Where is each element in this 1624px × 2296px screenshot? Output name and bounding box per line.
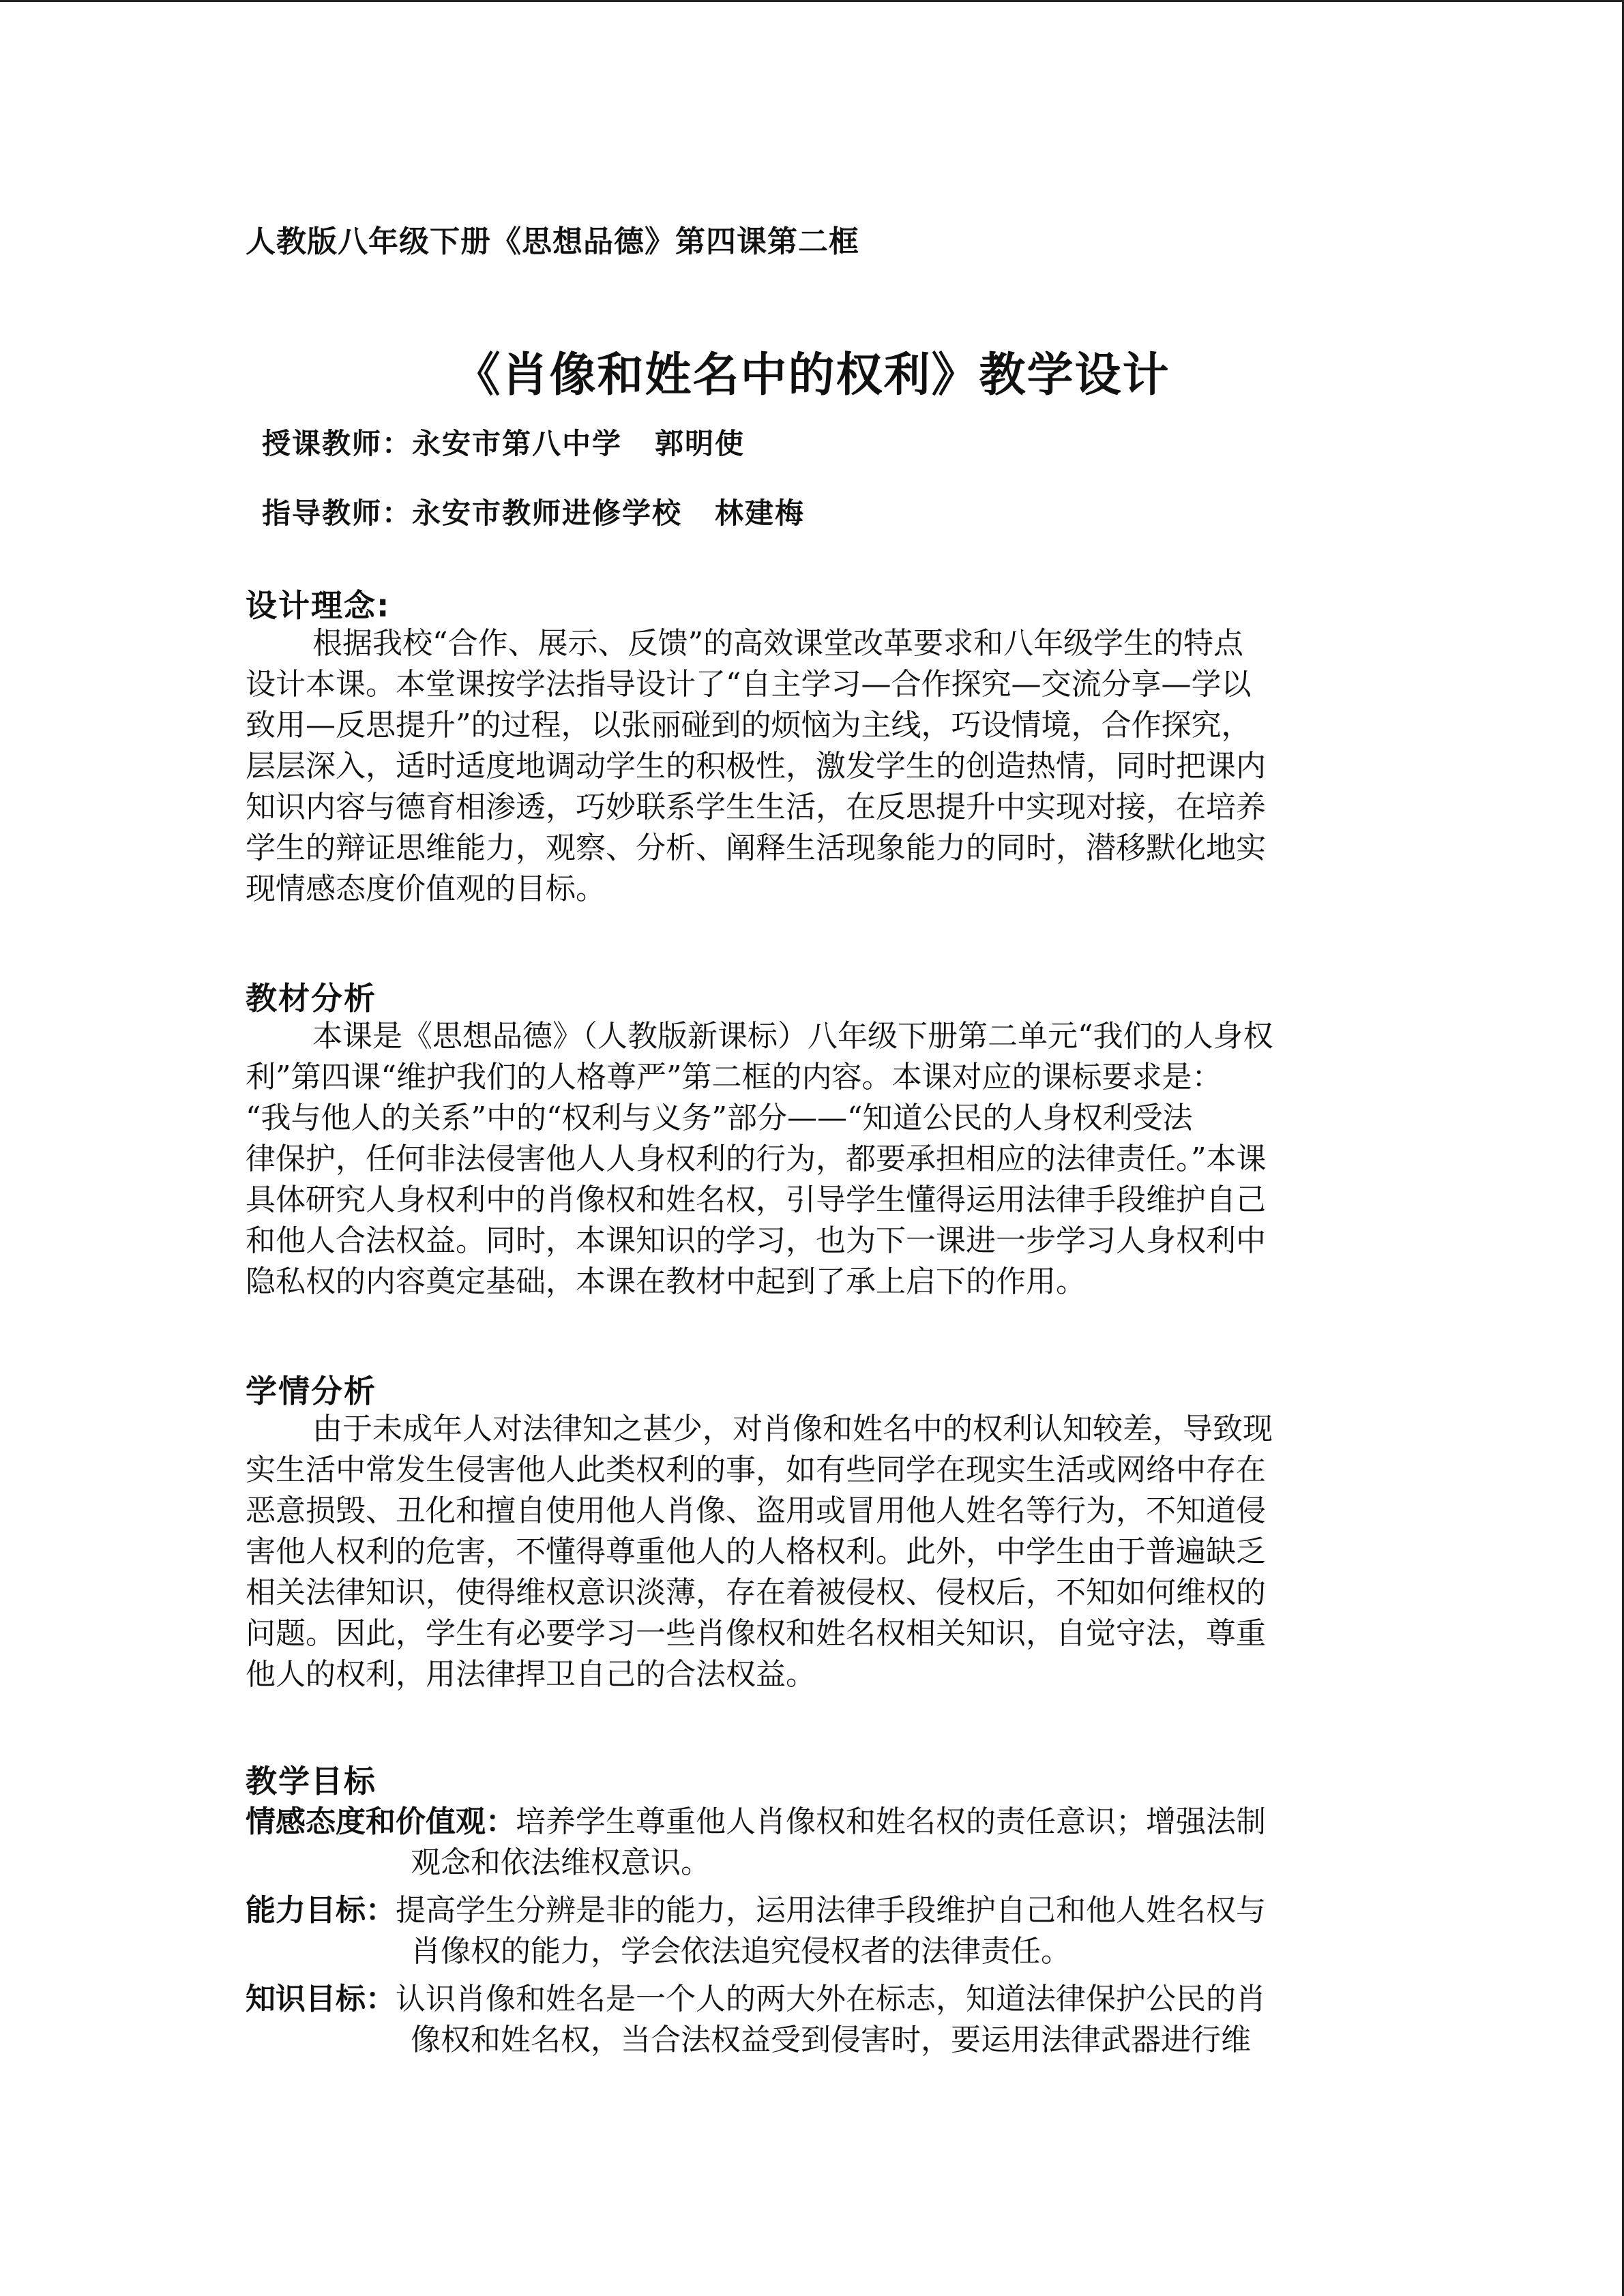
paragraph-line: 由于未成年人对法律知之甚少，对肖像和姓名中的权利认知较差，导致现 xyxy=(312,1412,1273,1446)
advisor-label: 指导教师： xyxy=(262,496,413,530)
material-paragraph xyxy=(246,1016,1378,1302)
teacher-name: 郭明使 xyxy=(655,427,745,460)
paragraph-line: 致用—反思提升”的过程，以张丽碰到的烦恼为主线，巧设情境，合作探究， xyxy=(246,708,1252,743)
paragraph-line: 利”第四课“维护我们的人格尊严”第二框的内容。本课对应的课标要求是： xyxy=(246,1060,1222,1094)
paragraph-line: 根据我校“合作、展示、反馈”的高效课堂改革要求和八年级学生的特点 xyxy=(312,626,1243,661)
paragraph-line: 知识内容与德育相渗透，巧妙联系学生生活，在反思提升中实现对接，在培养 xyxy=(246,790,1266,824)
paragraph-line: 本课是《思想品德》（人教版新课标）八年级下册第二单元“我们的人身权 xyxy=(312,1019,1273,1054)
students-heading: 学情分析 xyxy=(246,1373,377,1410)
paragraph-line: 他人的权利，用法律捍卫自己的合法权益。 xyxy=(246,1657,816,1692)
design-paragraph xyxy=(246,623,1378,910)
paragraph-line: 相关法律知识，使得维权意识淡薄，存在着被侵权、侵权后，不知如何维权的 xyxy=(246,1575,1266,1610)
document-title: 《肖像和姓名中的权利》教学设计 xyxy=(454,348,1170,402)
paragraph-line: 律保护，任何非法侵害他人人身权利的行为，都要承担相应的法律责任。”本课 xyxy=(246,1142,1267,1176)
students-paragraph xyxy=(246,1409,1378,1695)
document-header: 人教版八年级下册《思想品德》第四课第二框 xyxy=(246,224,859,259)
goal-label: 知识目标： xyxy=(246,1982,396,2016)
paragraph-line: 恶意损毁、丑化和擅自使用他人肖像、盗用或冒用他人姓名等行为，不知道侵 xyxy=(246,1493,1266,1528)
teacher-school: 永安市第八中学 xyxy=(412,427,623,460)
goals-heading: 教学目标 xyxy=(246,1763,377,1800)
goal-text: 培养学生尊重他人肖像权和姓名权的责任意识；增强法制 xyxy=(516,1804,1266,1839)
paragraph-line: 设计本课。本堂课按学法指导设计了“自主学习—合作探究—交流分享—学以 xyxy=(246,667,1252,702)
design-heading: 设计理念: xyxy=(246,587,391,624)
goal-text-continued: 肖像权的能力，学会依法追究侵权者的法律责任。 xyxy=(411,1934,1071,1969)
teacher-label: 授课教师： xyxy=(262,427,413,460)
page-border-top xyxy=(0,0,1624,2)
goal-item-ability xyxy=(246,1890,1378,1972)
goal-label: 能力目标： xyxy=(246,1893,396,1928)
goal-item-attitude xyxy=(246,1802,1378,1883)
advisor-name: 林建梅 xyxy=(715,496,806,530)
paragraph-line: 和他人合法权益。同时，本课知识的学习，也为下一课进一步学习人身权利中 xyxy=(246,1223,1266,1258)
goal-item-knowledge xyxy=(246,1979,1378,2061)
paragraph-line: 问题。因此，学生有必要学习一些肖像权和姓名权相关知识，自觉守法，尊重 xyxy=(246,1616,1266,1651)
paragraph-line: 层层深入，适时适度地调动学生的积极性，激发学生的创造热情，同时把课内 xyxy=(246,749,1266,784)
goal-label: 情感态度和价值观： xyxy=(246,1804,516,1839)
material-heading: 教材分析 xyxy=(246,980,377,1017)
paragraph-line: 隐私权的内容奠定基础，本课在教材中起到了承上启下的作用。 xyxy=(246,1264,1086,1299)
paragraph-line: 现情感态度价值观的目标。 xyxy=(246,871,606,906)
paragraph-line: 具体研究人身权利中的肖像权和姓名权，引导学生懂得运用法律手段维护自己 xyxy=(246,1182,1266,1217)
goal-text: 提高学生分辨是非的能力，运用法律手段维护自己和他人姓名权与 xyxy=(396,1893,1266,1928)
goal-text-continued: 观念和依法维权意识。 xyxy=(411,1845,711,1880)
paragraph-line: 学生的辩证思维能力，观察、分析、阐释生活现象能力的同时，潜移默化地实 xyxy=(246,831,1266,865)
advisor-school: 永安市教师进修学校 xyxy=(412,496,683,530)
paragraph-line: “我与他人的关系”中的“权利与义务”部分——“知道公民的人身权利受法 xyxy=(246,1101,1193,1135)
advisor-line xyxy=(262,491,805,532)
teacher-line xyxy=(262,421,745,462)
paragraph-line: 实生活中常发生侵害他人此类权利的事，如有些同学在现实生活或网络中存在 xyxy=(246,1452,1266,1487)
goal-text: 认识肖像和姓名是一个人的两大外在标志，知道法律保护公民的肖 xyxy=(396,1982,1266,2016)
paragraph-line: 害他人权利的危害，不懂得尊重他人的人格权利。此外，中学生由于普遍缺乏 xyxy=(246,1534,1266,1569)
goal-text-continued: 像权和姓名权，当合法权益受到侵害时，要运用法律武器进行维 xyxy=(411,2023,1251,2057)
